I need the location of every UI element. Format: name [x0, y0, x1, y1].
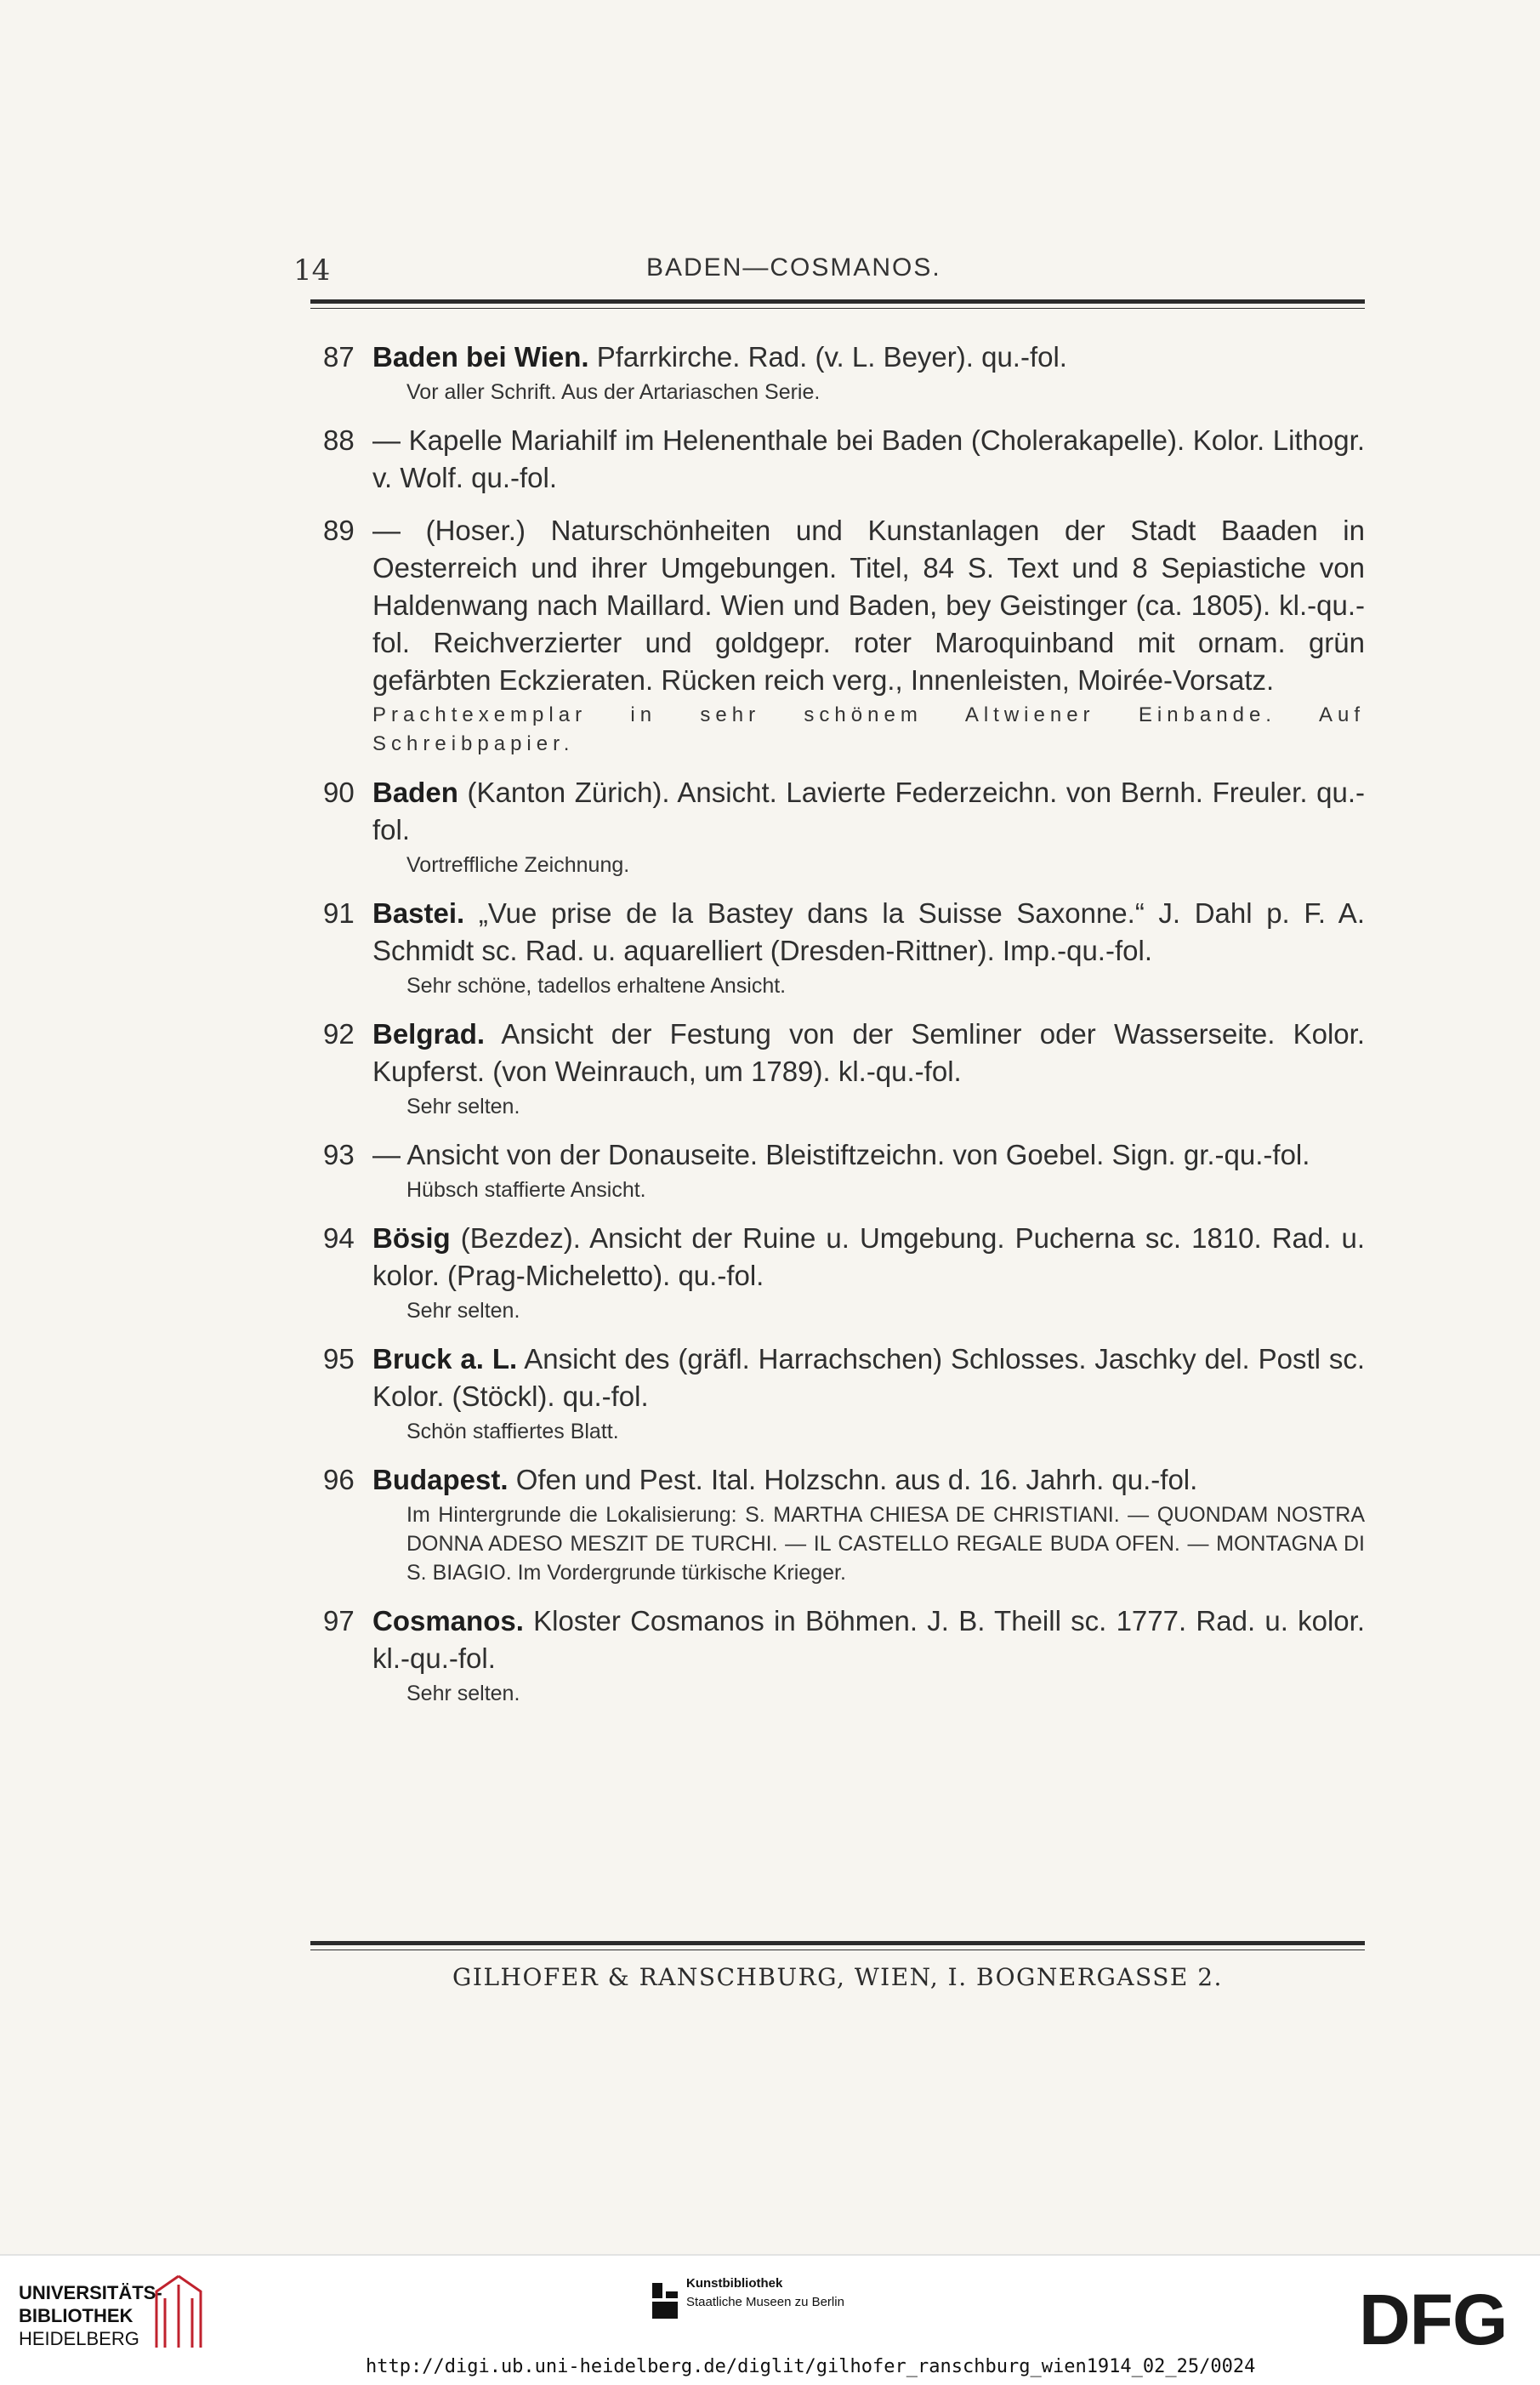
entry-text: — Ansicht von der Donauseite. Bleistiftzeichn. von Goebel. Sign. gr.-qu.-fol. [372, 1139, 1310, 1170]
kunstbibliothek-mark-icon [652, 2283, 678, 2319]
catalogue-entry [323, 1602, 1365, 1708]
entry-note: Sehr selten. [406, 1095, 520, 1119]
catalogue-entry [323, 1340, 1365, 1446]
university-library-label [19, 2281, 162, 2350]
entry-text: — Kapelle Mariahilf im Helenenthale bei Baden (Cholerakapelle). Kolor. Lithogr. v. Wolf. qu.-fol. [372, 424, 1365, 493]
digitization-footer [0, 2254, 1540, 2385]
publisher-line: GILHOFER & RANSCHBURG, WIEN, I. BOGNERGASSE 2. [452, 1963, 1223, 1991]
entry-text: Ansicht der Festung von der Semliner oder Wasserseite. Kolor. Kupferst. (von Weinrauch, um 1789). kl.-qu.-fol. [372, 1018, 1365, 1087]
entry-heading: Bruck a. L. [372, 1343, 518, 1375]
entry-note: Im Hintergrunde die Lokalisierung: S. MARTHA CHIESA DE CHRISTIANI. — QUONDAM NOSTRA DONNA ADESO MESZIT DE TURCHI. — IL CASTELLO REGALE BUDA OFEN. — MONTAGNA DI S. BIAGIO. Im Vordergrunde türkische Krieger. [406, 1503, 1365, 1585]
catalogue-entry [323, 895, 1365, 1000]
entry-text: Ofen und Pest. Ital. Holzschn. aus d. 16. Jahrh. qu.-fol. [508, 1464, 1198, 1495]
entry-heading: Cosmanos. [372, 1605, 524, 1636]
entry-description [372, 1340, 1365, 1415]
catalogue-entry [323, 339, 1365, 407]
entry-heading: Bösig [372, 1222, 451, 1254]
entry-text: Pfarrkirche. Rad. (v. L. Beyer). qu.-fol. [588, 341, 1067, 373]
entry-number: 89 [323, 515, 355, 546]
catalogue-entry [323, 1016, 1365, 1121]
entry-note: Vor aller Schrift. Aus der Artariaschen Serie. [406, 380, 821, 404]
entry-description [372, 1016, 1365, 1090]
entry-number: 97 [323, 1605, 355, 1636]
page-number: 14 [293, 253, 331, 287]
catalogue-entry [323, 1461, 1365, 1587]
entry-number: 95 [323, 1343, 355, 1375]
header-rule-thin [310, 308, 1365, 309]
kunstbibliothek-sub: Staatliche Museen zu Berlin [686, 2295, 844, 2309]
entry-text: (Bezdez). Ansicht der Ruine u. Umgebung. Pucherna sc. 1810. Rad. u. kolor. (Prag-Micheletto). qu.-fol. [372, 1222, 1365, 1291]
header-rule-thick [310, 299, 1365, 304]
entry-description [372, 1136, 1365, 1174]
catalogue-entry [323, 512, 1365, 759]
kunstbibliothek-name: Kunstbibliothek [686, 2276, 783, 2291]
catalogue-entries [323, 339, 1365, 1723]
entry-description [372, 1461, 1365, 1499]
entry-text: — (Hoser.) Naturschönheiten und Kunstanlagen der Stadt Baaden in Oesterreich und ihrer Umgebungen. Titel, 84 S. Text und 8 Sepiastiche von Haldenwang nach Maillard. Wien und Baden, bey Geistinger (ca. 1805). kl.-qu.-fol. Reichverzierter und goldgepr. roter Maroquinband mit ornam. grün gefärbten Eckzieraten. Rücken reich verg., Innenleisten, Moirée-Vorsatz. [372, 515, 1365, 696]
entry-heading: Budapest. [372, 1464, 509, 1495]
entry-note: Prachtexemplar in sehr schönem Altwiener Einbande. Auf Schreibpapier. [372, 703, 1365, 755]
entry-description [372, 895, 1365, 970]
entry-description [372, 1220, 1365, 1295]
entry-number: 93 [323, 1139, 355, 1170]
entry-description [372, 339, 1365, 376]
entry-note: Sehr selten. [406, 1682, 520, 1705]
catalogue-entry [323, 774, 1365, 879]
entry-number: 96 [323, 1464, 355, 1495]
entry-number: 87 [323, 341, 355, 373]
dfg-logo: DFG [1359, 2280, 1508, 2359]
running-title: BADEN—COSMANOS. [646, 253, 941, 282]
entry-description [372, 512, 1365, 699]
entry-text: Kloster Cosmanos in Böhmen. J. B. Theill sc. 1777. Rad. u. kolor. kl.-qu.-fol. [372, 1605, 1365, 1674]
entry-text: „Vue prise de la Bastey dans la Suisse Saxonne.“ J. Dahl p. F. A. Schmidt sc. Rad. u. aquarelliert (Dresden-Rittner). Imp.-qu.-fol. [372, 897, 1365, 966]
entry-number: 91 [323, 897, 355, 929]
university-library-logo-icon [153, 2273, 204, 2351]
university-line-2: BIBLIOTHEK [19, 2305, 134, 2326]
entry-heading: Bastei. [372, 897, 465, 929]
entry-note: Sehr schöne, tadellos erhaltene Ansicht. [406, 974, 787, 998]
catalogue-entry [323, 1220, 1365, 1325]
entry-number: 88 [323, 424, 355, 456]
entry-heading: Baden bei Wien. [372, 341, 589, 373]
entry-number: 92 [323, 1018, 355, 1050]
entry-description [372, 1602, 1365, 1677]
entry-text: (Kanton Zürich). Ansicht. Lavierte Federzeichn. von Bernh. Freuler. qu.-fol. [372, 777, 1365, 845]
entry-note: Hübsch staffierte Ansicht. [406, 1178, 646, 1202]
entry-note: Vortreffliche Zeichnung. [406, 853, 630, 877]
catalogue-entry [323, 1136, 1365, 1204]
entry-description [372, 422, 1365, 497]
permalink-url[interactable]: http://digi.ub.uni-heidelberg.de/diglit/gilhofer_ranschburg_wien1914_02_25/0024 [366, 2356, 1256, 2377]
entry-number: 90 [323, 777, 355, 808]
entry-heading: Baden [372, 777, 458, 808]
catalogue-entry [323, 422, 1365, 497]
entry-heading: Belgrad. [372, 1018, 486, 1050]
university-line-3: HEIDELBERG [19, 2328, 139, 2349]
entry-note: Sehr selten. [406, 1299, 520, 1323]
entry-number: 94 [323, 1222, 355, 1254]
kunstbibliothek-logo [652, 2271, 848, 2339]
entry-note: Schön staffiertes Blatt. [406, 1420, 619, 1443]
entry-text: Ansicht des (gräfl. Harrachschen) Schlosses. Jaschky del. Postl sc. Kolor. (Stöckl). qu.-fol. [372, 1343, 1365, 1412]
footer-rule-thick [310, 1941, 1365, 1945]
university-line-1: UNIVERSITÄTS- [19, 2282, 162, 2303]
entry-description [372, 774, 1365, 849]
